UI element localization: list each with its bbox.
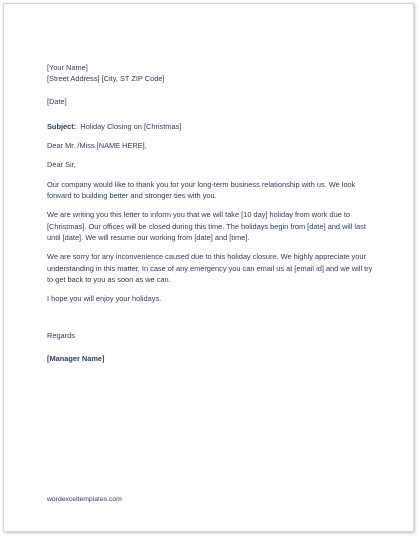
paragraph-1	[47, 179, 392, 202]
subject-label: Subject:	[47, 121, 77, 131]
sender-address: [Street Address] [City, ST ZIP Code]	[47, 74, 165, 84]
letter-body	[47, 62, 392, 364]
paragraph-line: Our company would like to thank you for your long-term business relationship with us. We look	[47, 179, 356, 189]
letter-page	[3, 3, 414, 532]
paragraph-line: I hope you will enjoy your holidays.	[47, 294, 162, 304]
paragraph-line: forward to building better and stronger ties with you.	[47, 191, 217, 201]
paragraph-4	[47, 293, 392, 304]
footer-website: wordexceltemplates.com	[47, 496, 122, 503]
paragraph-line: We are sorry for any inconvenience caused due to this holiday closure. We highly appreciate your	[47, 252, 366, 262]
recipient-line: Dear Mr. /Miss [NAME HERE],	[47, 141, 147, 151]
paragraph-3	[47, 251, 392, 285]
paragraph-line: We are writing you this letter to inform you that we will take [10 day] holiday from work due to	[47, 210, 351, 220]
sender-name: [Your Name]	[47, 63, 88, 72]
paragraph-line: [Christmas]. Our offices will be closed during this time. The holidays begin from [date] and will last	[47, 221, 366, 231]
letter-date: [Date]	[47, 96, 67, 106]
salutation: Dear Sir,	[47, 160, 76, 170]
subject-text: Holiday Closing on [Christmas]	[80, 121, 182, 131]
paragraph-line: until [date]. We will resume our working from [date] and [time].	[47, 232, 250, 242]
closing: Regards	[47, 331, 75, 341]
paragraph-line: understanding in this matter. In case of any emergency you can email us at [email id] and we will try	[47, 263, 373, 273]
paragraph-2	[47, 209, 392, 243]
signature-name: [Manager Name]	[47, 353, 105, 363]
paragraph-line: to get back to you as soon as we can.	[47, 274, 171, 284]
subject-line	[47, 121, 392, 132]
